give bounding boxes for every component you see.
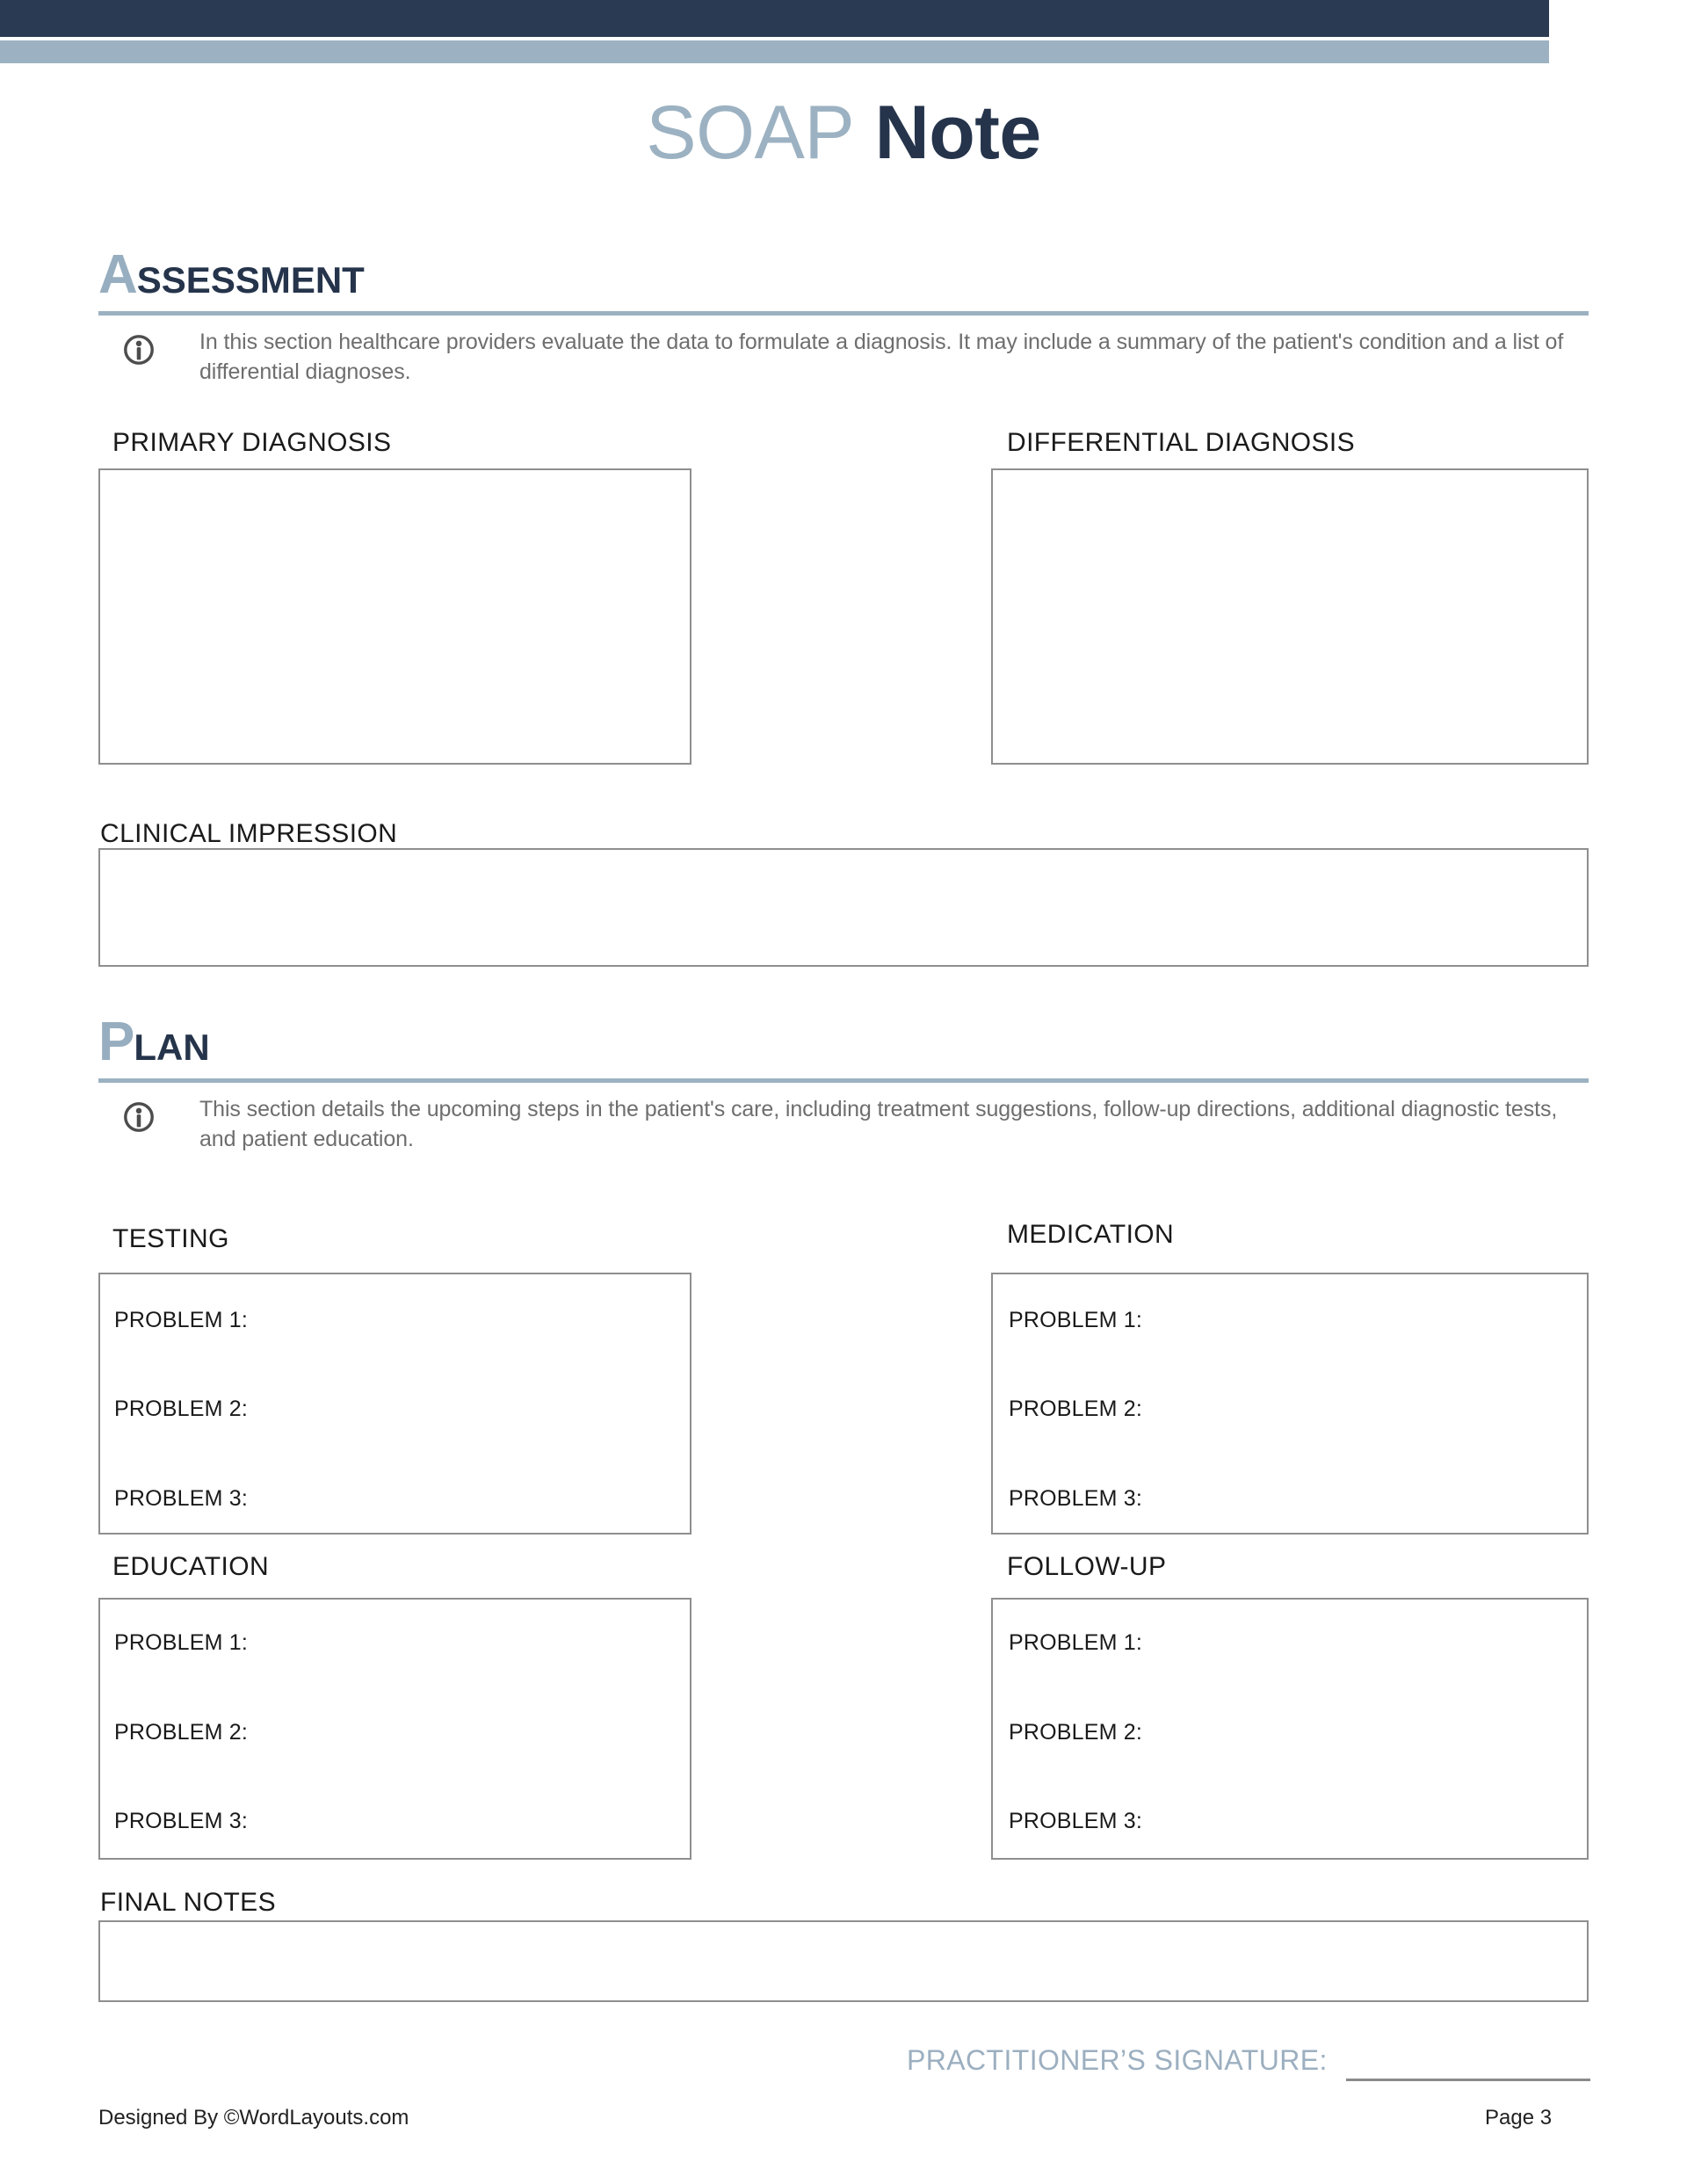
assessment-divider xyxy=(98,311,1589,316)
medication-label: MEDICATION xyxy=(1007,1220,1175,1249)
primary-diagnosis-label: PRIMARY DIAGNOSIS xyxy=(112,428,392,457)
plan-heading-rest: LAN xyxy=(134,1027,210,1068)
page-title xyxy=(0,91,1687,175)
info-icon xyxy=(122,1100,156,1134)
footer-designer: Designed By ©WordLayouts.com xyxy=(98,2106,409,2130)
plan-section xyxy=(98,1012,1589,1155)
medication-problem-1: PROBLEM 1: xyxy=(1009,1308,1143,1332)
followup-problem-2: PROBLEM 2: xyxy=(1009,1720,1143,1745)
education-problem-3: PROBLEM 3: xyxy=(114,1809,249,1833)
assessment-section xyxy=(98,244,1589,388)
final-notes-label: FINAL NOTES xyxy=(100,1888,276,1917)
practitioner-signature-label: PRACTITIONER’S SIGNATURE: xyxy=(907,2044,1328,2076)
plan-divider xyxy=(98,1078,1589,1083)
footer-page-number: Page 3 xyxy=(1485,2106,1553,2130)
header-bar-light xyxy=(0,40,1549,63)
plan-heading xyxy=(98,1012,1589,1072)
testing-problem-3: PROBLEM 3: xyxy=(114,1486,249,1511)
final-notes-input[interactable] xyxy=(98,1920,1589,2002)
followup-problem-1: PROBLEM 1: xyxy=(1009,1630,1143,1655)
testing-problem-2: PROBLEM 2: xyxy=(114,1397,249,1421)
clinical-impression-value xyxy=(100,850,1587,867)
testing-problem-1: PROBLEM 1: xyxy=(114,1308,249,1332)
info-icon xyxy=(122,333,156,366)
plan-description-row xyxy=(98,1095,1589,1155)
education-problem-1: PROBLEM 1: xyxy=(114,1630,249,1655)
clinical-impression-label: CLINICAL IMPRESSION xyxy=(100,819,398,848)
page-title-dark: Note xyxy=(874,91,1041,175)
assessment-heading-rest: SSESSMENT xyxy=(136,259,365,301)
practitioner-signature-input[interactable] xyxy=(1346,2079,1590,2081)
page-title-light: SOAP xyxy=(646,91,855,175)
primary-diagnosis-value xyxy=(100,470,690,488)
primary-diagnosis-input[interactable] xyxy=(98,468,691,765)
assessment-heading xyxy=(98,244,1589,305)
final-notes-value xyxy=(100,1922,1587,1936)
assessment-description-row xyxy=(98,328,1589,388)
education-label: EDUCATION xyxy=(112,1552,270,1581)
assessment-description-text: In this section healthcare providers evaluate the data to formulate a diagnosis. It may include a summary of the patient's condition and a list of differential diagnoses. xyxy=(199,330,1564,384)
differential-diagnosis-value xyxy=(993,470,1587,488)
clinical-impression-input[interactable] xyxy=(98,848,1589,967)
plan-description-text: This section details the upcoming steps in the patient's care, including treatment suggestions, follow-up directions, additional diagnostic tests, and patient education. xyxy=(199,1097,1558,1151)
differential-diagnosis-label: DIFFERENTIAL DIAGNOSIS xyxy=(1007,428,1356,457)
differential-diagnosis-input[interactable] xyxy=(991,468,1589,765)
education-problem-2: PROBLEM 2: xyxy=(114,1720,249,1745)
assessment-heading-capital: A xyxy=(98,244,137,305)
header-bar-dark xyxy=(0,0,1549,37)
followup-label: FOLLOW-UP xyxy=(1007,1552,1167,1581)
medication-problem-3: PROBLEM 3: xyxy=(1009,1486,1143,1511)
plan-heading-capital: P xyxy=(98,1012,134,1072)
medication-problem-2: PROBLEM 2: xyxy=(1009,1397,1143,1421)
testing-label: TESTING xyxy=(112,1224,229,1253)
followup-problem-3: PROBLEM 3: xyxy=(1009,1809,1143,1833)
